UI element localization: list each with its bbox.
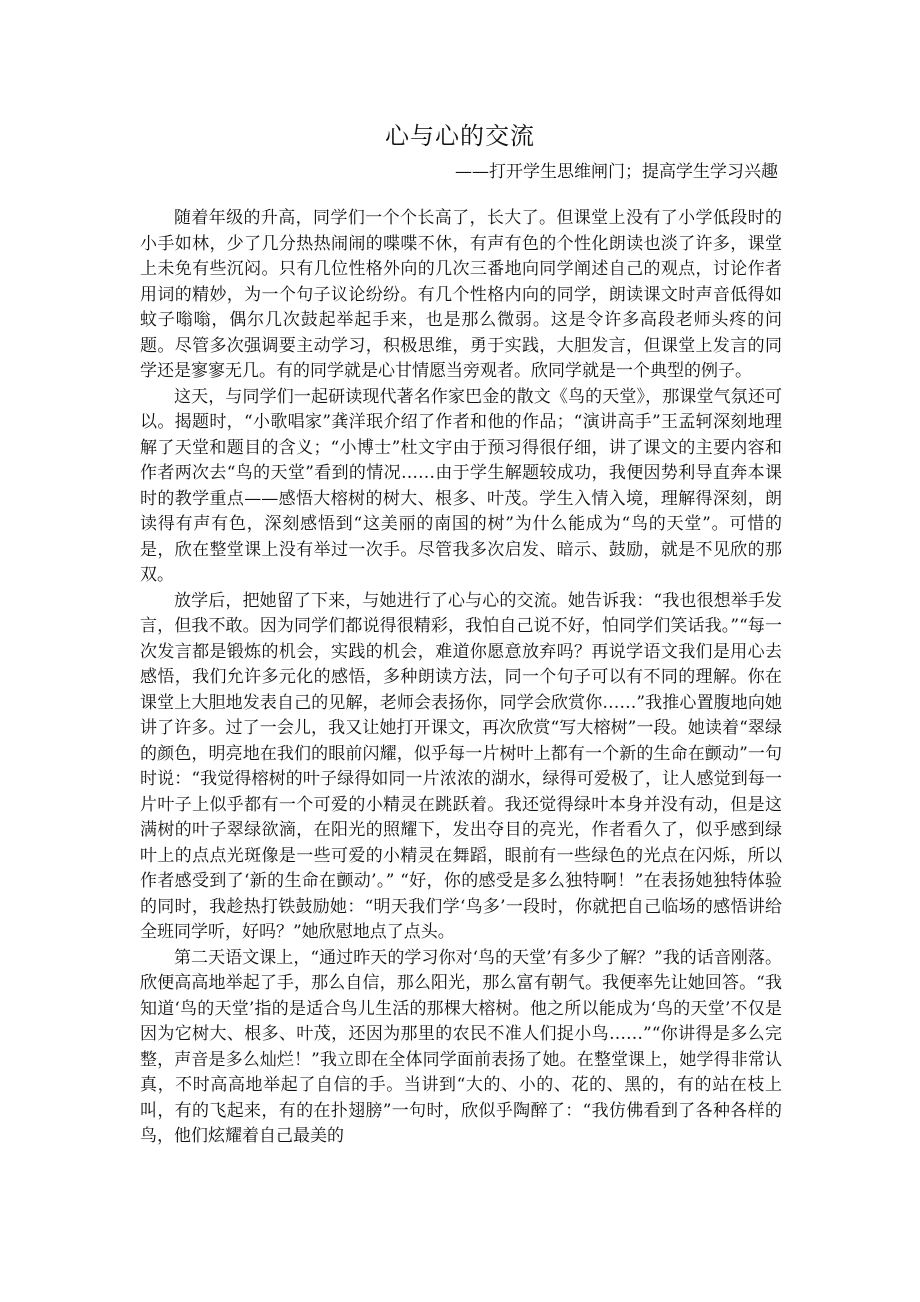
paragraph-3: 放学后，把她留了下来，与她进行了心与心的交流。她告诉我：“我也很想举手发言，但我不敢。因为同学们都说得很精彩，我怕自己说不好，怕同学们笑话我。”“每一次发言都是锻炼的机会，实践的机会，难道你愿意放弃吗？再说学语文我们是用心去感悟，我们允许多元化的感悟，多种朗读方法，同一个句子可以有不同的理解。你在课堂上大胆地发表自己的见解，老师会表扬你，同学会欣赏你……”我推心置腹地向她讲了许多。过了一会儿，我又让她打开课文，再次欣赏“写大榕树”一段。她读着“翠绿的颜色，明亮地在我们的眼前闪耀，似乎每一片树叶上都有一个新的生命在颤动”一句时说：“我觉得榕树的叶子绿得如同一片浓浓的湖水，绿得可爱极了，让人感觉到每一片叶子上似乎都有一个可爱的小精灵在跳跃着。我还觉得绿叶本身并没有动，但是这满树的叶子翠绿欲滴，在阳光的照耀下，发出夺目的亮光，作者看久了，似乎感到绿叶上的点点光斑像是一些可爱的小精灵在舞蹈，眼前有一些绿色的光点在闪烁，所以作者感受到了‘新的生命在颤动’。” “好，你的感受是多么独特啊！”在表扬她独特体验的同时，我趁热打铁鼓励她：“明天我们学‘鸟多’一段时，你就把自己临场的感悟讲给全班同学听，好吗？”她欣慰地点了点头。 — [140, 590, 782, 942]
page-subtitle: ——打开学生思维闸门；提高学生学习兴趣 — [455, 162, 778, 182]
page-title: 心与心的交流 — [385, 122, 535, 150]
article-body — [140, 206, 782, 1150]
paragraph-1: 随着年级的升高，同学们一个个长高了，长大了。但课堂上没有了小学低段时的小手如林，少了几分热热闹闹的喋喋不休，有声有色的个性化朗读也淡了许多，课堂上未免有些沉闷。只有几位性格外向的几次三番地向同学阐述自己的观点，讨论作者用词的精妙，为一个句子议论纷纷。有几个性格内向的同学，朗读课文时声音低得如蚊子嗡嗡，偶尔几次鼓起举起手来，也是那么微弱。这是令许多高段老师头疼的问题。尽管多次强调要主动学习，积极思维，勇于实践，大胆发言，但课堂上发言的同学还是寥寥无几。有的同学就是心甘情愿当旁观者。欣同学就是一个典型的例子。 — [140, 208, 782, 381]
paragraph-4: 第二天语文课上，“通过昨天的学习你对‘鸟的天堂’有多少了解？”我的话音刚落。欣便高高地举起了手，那么自信，那么阳光，那么富有朝气。我便率先让她回答。“我知道‘鸟的天堂’指的是适合鸟儿生活的那棵大榕树。他之所以能成为‘鸟的天堂’不仅是因为它树大、根多、叶茂，还因为那里的农民不准人们捉小鸟……”“你讲得是多么完整，声音是多么灿烂！”我立即在全体同学面前表扬了她。在整堂课上，她学得非常认真，不时高高地举起了自信的手。当讲到“大的、小的、花的、黑的，有的站在枝上叫，有的飞起来，有的在扑翅膀”一句时，欣似乎陶醉了：“我仿佛看到了各种各样的鸟，他们炫耀着自己最美的 — [140, 947, 782, 1146]
paragraph-2: 这天，与同学们一起研读现代著名作家巴金的散文《鸟的天堂》，那课堂气氛还可以。揭题时，“小歌唱家”龚洋珉介绍了作者和他的作品；“演讲高手”王孟轲深刻地理解了天堂和题目的含义；“小博士”杜文宇由于预习得很仔细，讲了课文的主要内容和作者两次去“鸟的天堂”看到的情况……由于学生解题较成功，我便因势利导直奔本课时的教学重点——感悟大榕树的树大、根多、叶茂。学生入情入境，理解得深刻，朗读得有声有色，深刻感悟到“这美丽的南国的树”为什么能成为“鸟的天堂”。可惜的是，欣在整堂课上没有举过一次手。尽管我多次启发、暗示、鼓励，就是不见欣的那双。 — [140, 386, 782, 585]
